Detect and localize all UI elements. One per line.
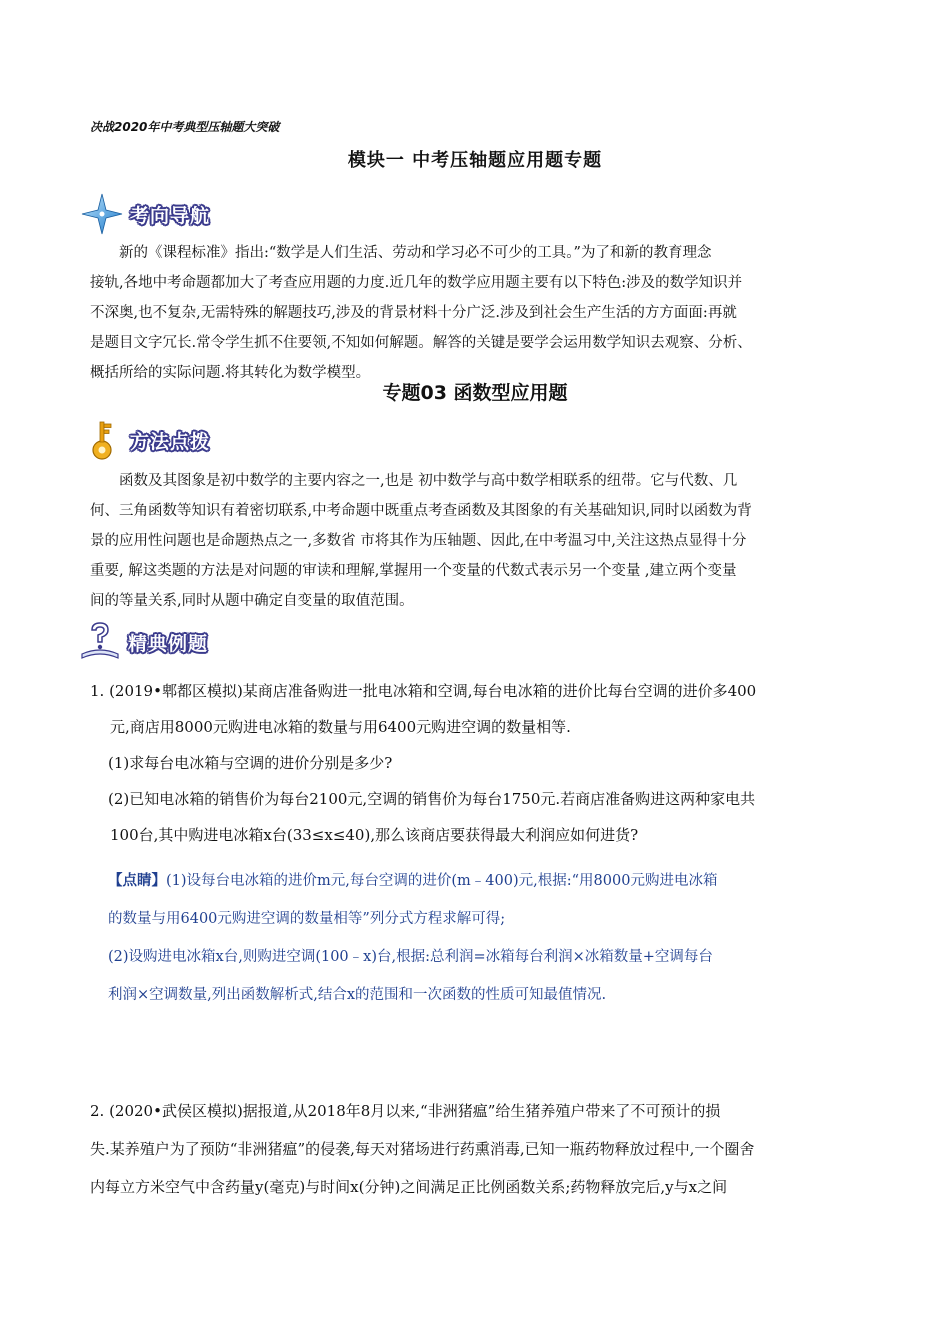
question-line: 100台,其中购进电冰箱x台(33≤x≤40),那么该商店要获得最大利润应如何进货? xyxy=(110,826,639,844)
method-line: 函数及其图象是初中数学的主要内容之一,也是 初中数学与高中数学相联系的纽带。它与代数、几 xyxy=(119,473,738,489)
header-label: 决战2020年中考典型压轴题大突破 xyxy=(90,120,280,134)
question-book-icon xyxy=(78,620,122,664)
section-label: 方法点拨 xyxy=(130,430,211,453)
question-line: (1)求每台电冰箱与空调的进价分别是多少? xyxy=(108,754,393,772)
intro-line: 不深奥,也不复杂,无需特殊的解题技巧,涉及的背景材料十分广泛.涉及到社会生产生活的方方面面:再就 xyxy=(90,305,737,321)
method-line: 景的应用性问题也是命题热点之一,多数省 市将其作为压轴题、因此,在中考温习中,关注这热点显得十分 xyxy=(90,533,747,549)
key-icon xyxy=(80,418,124,462)
module-title: 模块一 中考压轴题应用题专题 xyxy=(347,150,603,171)
hint-tag: 【点睛】 xyxy=(108,872,166,889)
intro-paragraph xyxy=(90,238,862,388)
hint-block xyxy=(108,862,868,1014)
question-line: (2)已知电冰箱的销售价为每台2100元,空调的销售价为每台1750元.若商店准备购进这两种家电共 xyxy=(108,790,756,808)
hint-line xyxy=(108,862,868,900)
question-1 xyxy=(90,673,870,853)
method-line: 何、三角函数等知识有着密切联系,中考命题中既重点考查函数及其图象的有关基础知识,同时以函数为背 xyxy=(90,503,752,519)
intro-line: 概括所给的实际问题.将其转化为数学模型。 xyxy=(90,365,371,381)
question-line: 内每立方米空气中含药量y(毫克)与时间x(分钟)之间满足正比例函数关系;药物释放完后,y与x之间 xyxy=(90,1178,728,1196)
question-line: 失.某养殖户为了预防“非洲猪瘟”的侵袭,每天对猪场进行药熏消毒,已知一瓶药物释放过程中,一个圈舍 xyxy=(90,1140,755,1158)
method-paragraph xyxy=(90,466,862,616)
section-label: 精典例题 xyxy=(128,632,209,655)
method-line: 重要, 解这类题的方法是对问题的审读和理解,掌握用一个变量的代数式表示另一个变量 ,建立两个变量 xyxy=(90,563,737,579)
section-label: 考向导航 xyxy=(130,204,211,227)
topic-title: 专题03 函数型应用题 xyxy=(382,382,568,404)
question-line: 2. (2020•武侯区模拟)据报道,从2018年8月以来,“非洲猪瘟”给生猪养殖户带来了不可预计的损 xyxy=(90,1102,721,1120)
section-jingdian xyxy=(78,620,208,664)
hint-text: (1)设每台电冰箱的进价m元,每台空调的进价(m﹣400)元,根据:“用8000元购进电冰箱 xyxy=(166,873,718,889)
intro-line: 接轨,各地中考命题都加大了考查应用题的力度.近几年的数学应用题主要有以下特色:涉及的数学知识并 xyxy=(90,275,743,291)
hint-line: (2)设购进电冰箱x台,则购进空调(100﹣x)台,根据:总利润=冰箱每台利润×冰箱数量+空调每台 xyxy=(108,949,713,965)
hint-line: 的数量与用6400元购进空调的数量相等”列分式方程求解可得; xyxy=(108,911,506,927)
intro-line: 新的《课程标准》指出:“数学是人们生活、劳动和学习必不可少的工具。”为了和新的教育理念 xyxy=(119,245,712,261)
question-line: 元,商店用8000元购进电冰箱的数量与用6400元购进空调的数量相等. xyxy=(110,718,571,736)
intro-line: 是题目文字冗长.常令学生抓不住要领,不知如何解题。解答的关键是要学会运用数学知识去观察、分析、 xyxy=(90,335,752,351)
compass-star-icon xyxy=(80,192,124,236)
section-kaoxiang xyxy=(80,192,210,236)
section-fangfa xyxy=(80,418,210,462)
question-2 xyxy=(90,1092,870,1206)
method-line: 间的等量关系,同时从题中确定自变量的取值范围。 xyxy=(90,593,414,609)
question-line: 1. (2019•郫都区模拟)某商店准备购进一批电冰箱和空调,每台电冰箱的进价比每台空调的进价多400 xyxy=(90,682,757,700)
hint-line: 利润×空调数量,列出函数解析式,结合x的范围和一次函数的性质可知最值情况. xyxy=(108,987,607,1003)
